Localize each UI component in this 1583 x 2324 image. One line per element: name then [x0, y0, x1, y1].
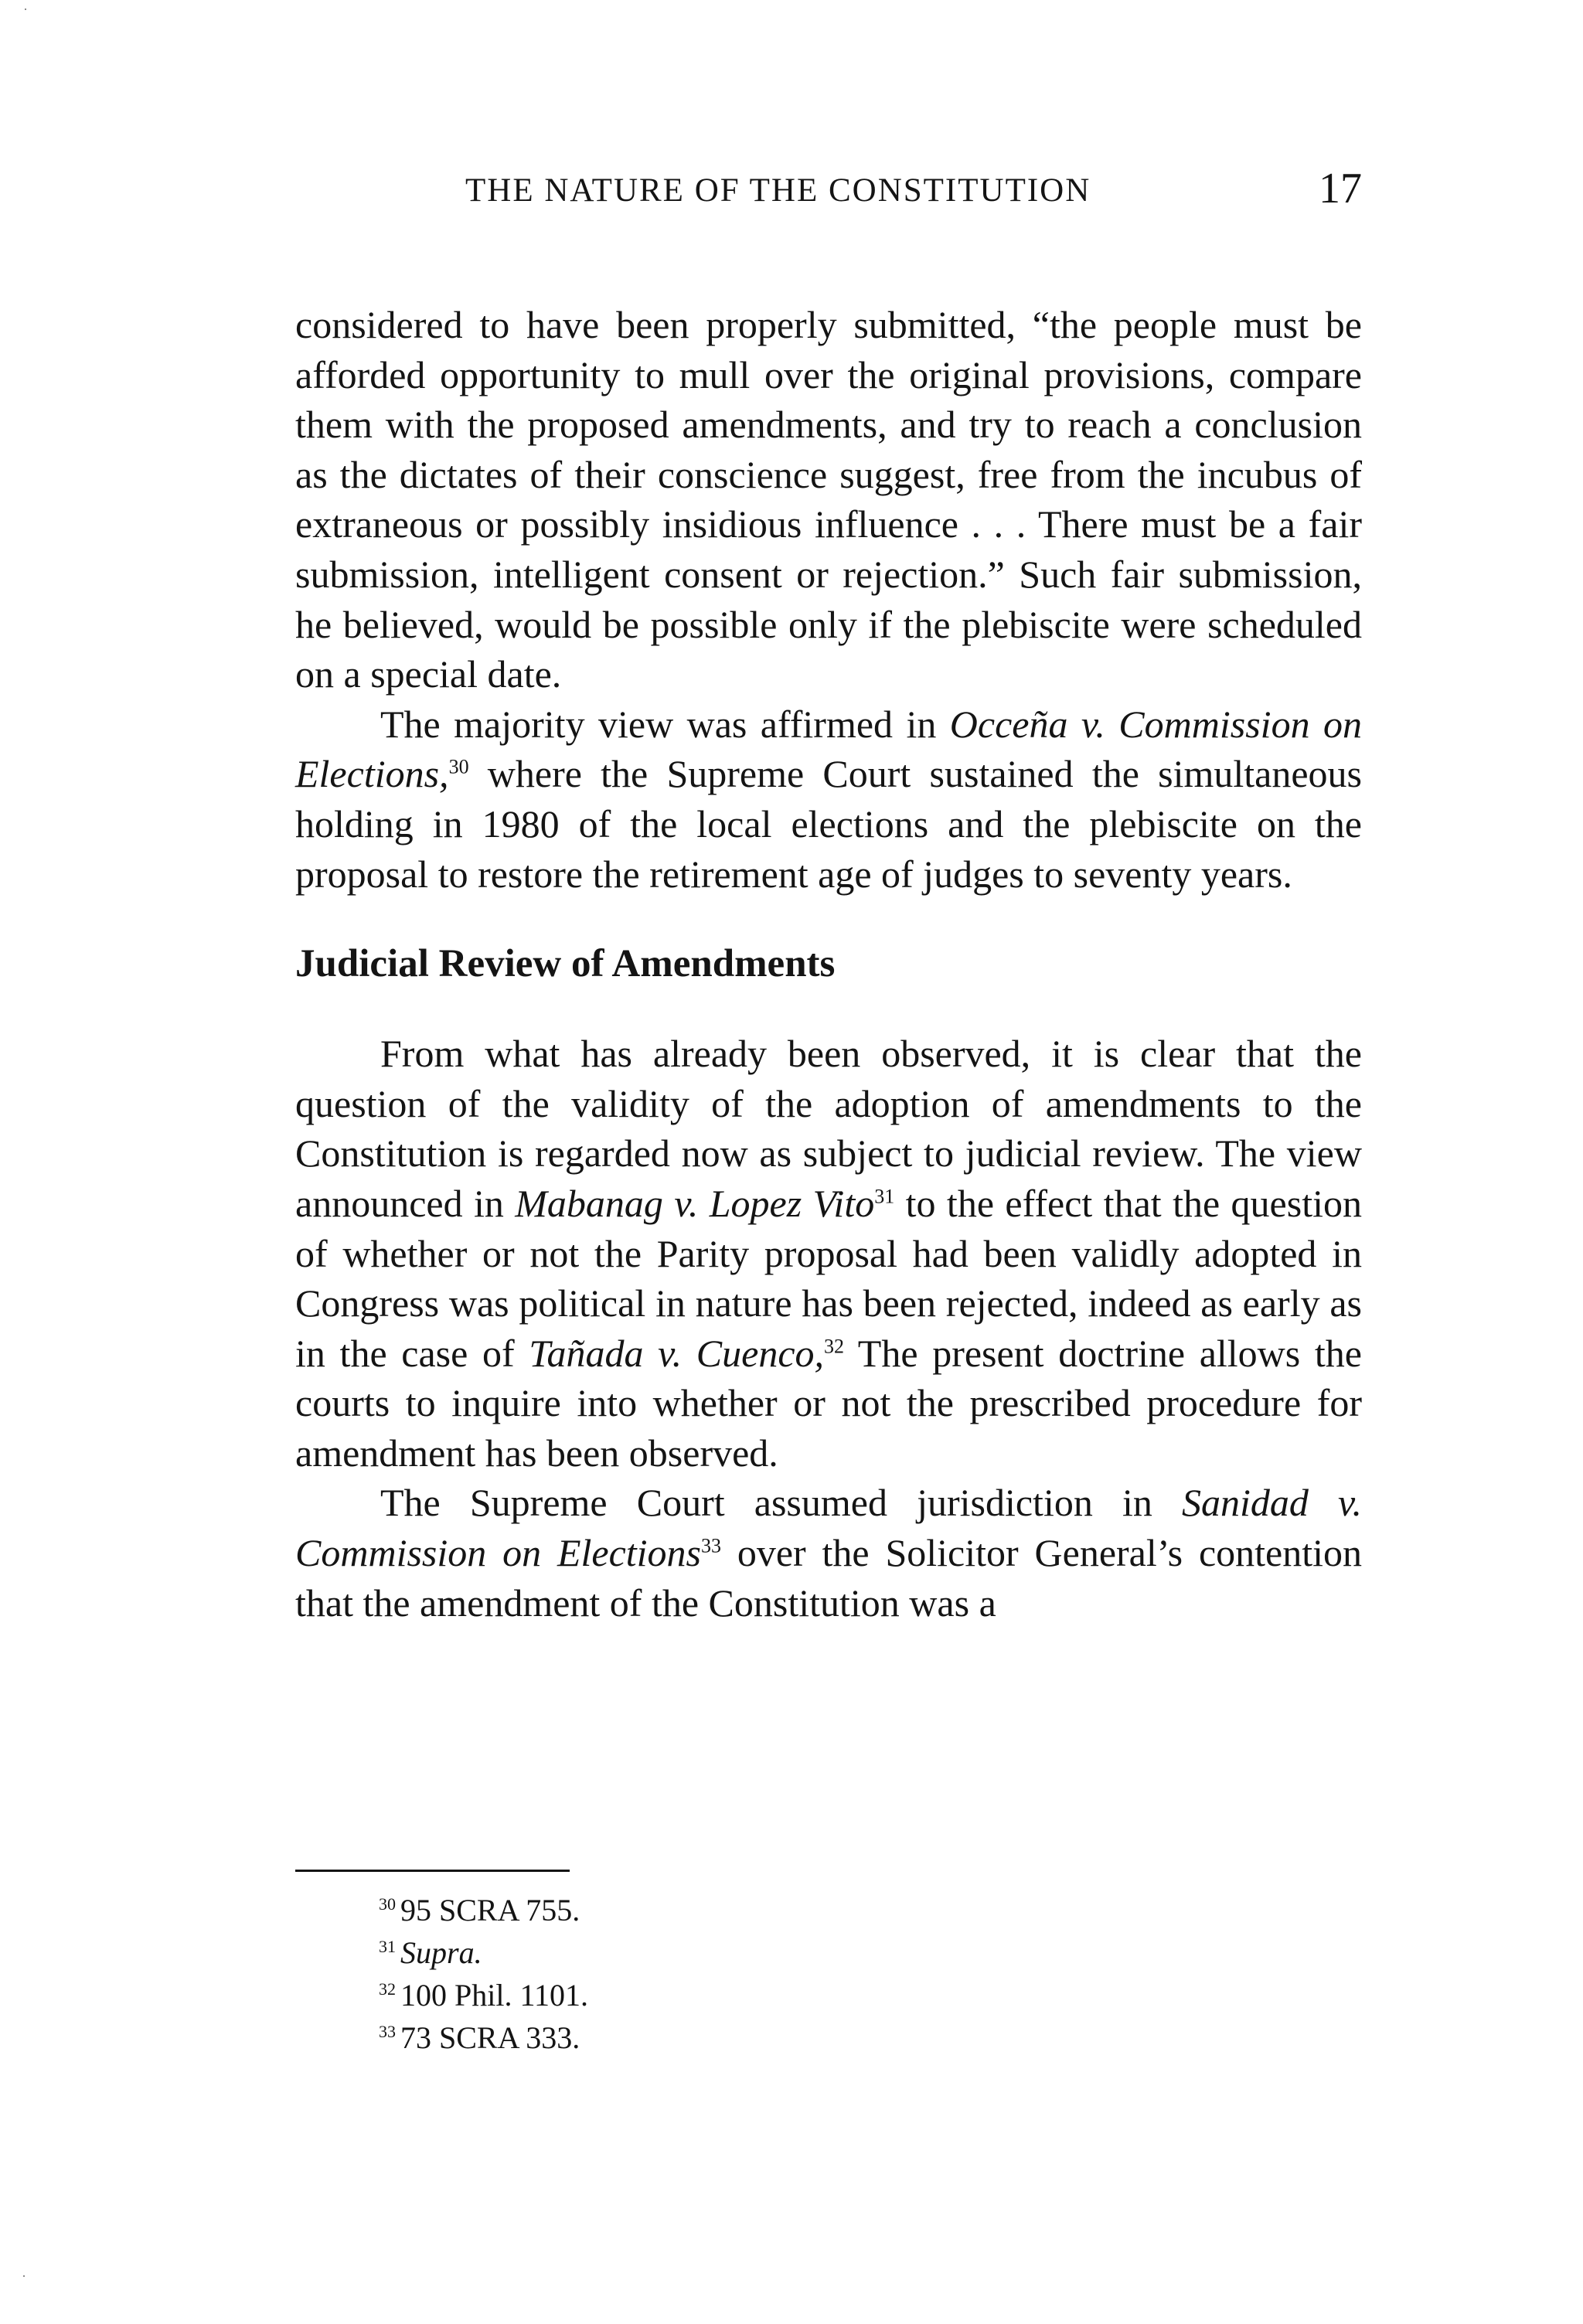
footnote-text: Supra.	[400, 1935, 482, 1970]
footnote-ref: 33	[701, 1534, 722, 1557]
paragraph-text: to the effect that the question of whether or not the Parity proposal had been validly adopted in Congress was political in nature has been rejected, indeed as early as in the case of	[295, 1181, 1362, 1375]
case-name: Sanidad v. Commission on Elections	[295, 1481, 1363, 1575]
footnote-number: 32	[379, 1979, 396, 1999]
footnote-text: 100 Phil. 1101.	[400, 1978, 588, 2013]
footnotes	[379, 1889, 1074, 2059]
footnote-number: 31	[379, 1936, 396, 1956]
paragraph-text: over the Solicitor General’s contention that the amendment of the Constitution was a	[295, 1531, 1363, 1625]
footnote	[379, 1974, 1074, 2016]
footnote-number: 30	[379, 1894, 396, 1914]
scan-speck: ·	[22, 2268, 26, 2284]
case-name: Occeña v. Commission on Elections,	[295, 702, 1363, 796]
footnote-number: 33	[379, 2021, 396, 2041]
running-head: THE NATURE OF THE CONSTITUTION	[465, 172, 1091, 209]
paragraph-text: The Supreme Court assumed jurisdiction in	[380, 1481, 1182, 1525]
paragraph-text: where the Supreme Court sustained the simultaneous holding in 1980 of the local elections and the plebiscite on the proposal to restore the retirement age of judges to seventy years.	[295, 752, 1362, 896]
footnote	[379, 2016, 1074, 2059]
footnote	[379, 1889, 1074, 1931]
footnote-text: 95 SCRA 755.	[400, 1893, 580, 1928]
paragraph-text: The present doctrine allows the courts to inquire into whether or not the prescribed procedure for amendment has been observed.	[295, 1331, 1362, 1475]
footnote-ref: 32	[824, 1335, 845, 1358]
footnote	[379, 1931, 1074, 1974]
paragraph-sanidad	[295, 1478, 1362, 1628]
paragraph-occena	[295, 699, 1362, 899]
footnote-ref: 30	[448, 755, 469, 778]
paragraph-text: The majority view was affirmed in	[380, 702, 950, 746]
main-text	[295, 300, 1362, 1628]
footnote-ref: 31	[874, 1185, 895, 1208]
page-header	[465, 164, 1362, 218]
paragraph-continued: considered to have been properly submitted, “the people must be afforded opportunity to mull over the original provisions, compare them with the proposed amendments, and try to reach a conclusion as the dictates of their conscience suggest, free from the incubus of extraneous or possibly insidious influence . . . There must be a fair submission, intelligent consent or rejection.” Such fair submission, he believed, would be possible only if the plebiscite were scheduled on a special date.	[295, 303, 1362, 696]
footnote-divider	[295, 1870, 570, 1872]
footnote-text: 73 SCRA 333.	[400, 2020, 580, 2055]
case-name: Mabanag v. Lopez Vito	[515, 1181, 875, 1225]
case-name: Tañada v. Cuenco,	[529, 1331, 825, 1375]
scan-speck: ·	[23, 2, 28, 17]
page-number: 17	[1319, 165, 1362, 213]
paragraph-judicial-review	[295, 1029, 1362, 1478]
paragraph-text: From what has already been observed, it is clear that the question of the validity of the adoption of amendments to the Constitution is regarded now as subject to judicial review. The view announced in	[295, 1032, 1362, 1225]
section-heading: Judicial Review of Amendments	[295, 942, 836, 986]
